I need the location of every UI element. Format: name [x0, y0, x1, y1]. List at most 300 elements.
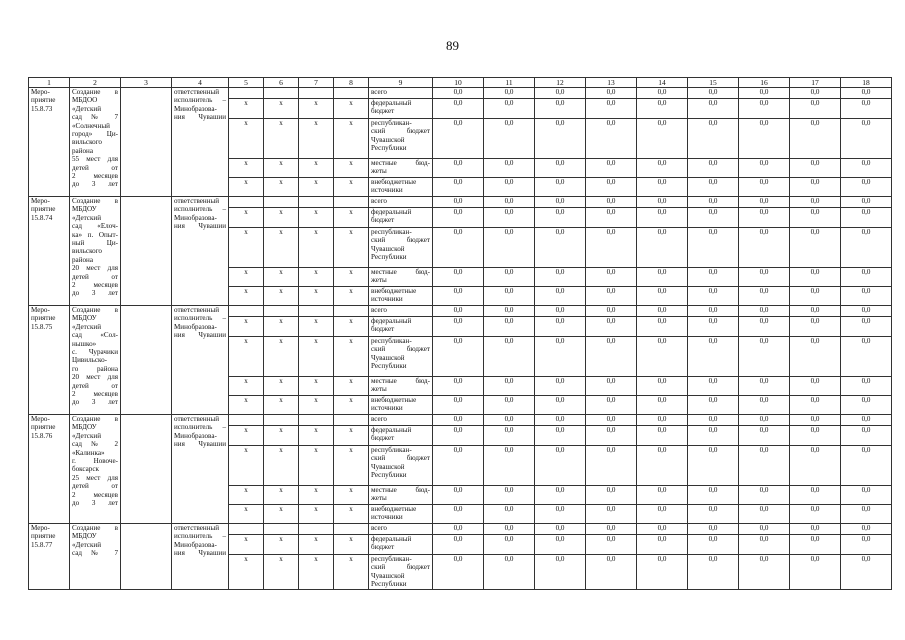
value-cell: 0,0: [790, 99, 841, 119]
column-number-cell: 11: [484, 78, 535, 88]
value-cell: 0,0: [739, 377, 790, 396]
column-number-cell: 17: [790, 78, 841, 88]
column-number-cell: 9: [369, 78, 433, 88]
funding-source-cell: [369, 337, 433, 377]
measure-name-line: 20 мест для: [72, 264, 118, 273]
funding-source-line: федеральный: [371, 317, 412, 325]
value-cell: 0,0: [637, 88, 688, 99]
measure-name-line: Создание в: [72, 306, 118, 314]
value-cell: 0,0: [586, 377, 637, 396]
responsible-line: ния Чувашии: [174, 113, 226, 122]
measure-name-line: МБДОУ: [72, 205, 97, 214]
funding-source-cell: [369, 415, 433, 426]
value-cell: 0,0: [433, 505, 484, 524]
funding-source-cell: [369, 535, 433, 555]
value-cell: 0,0: [637, 306, 688, 317]
x-mark-cell: x: [264, 119, 299, 159]
x-mark-cell: [229, 306, 264, 317]
measure-label-cell: [29, 88, 70, 197]
empty-column-cell: [121, 524, 172, 590]
value-cell: 0,0: [433, 228, 484, 268]
x-mark-cell: x: [229, 159, 264, 178]
value-cell: 0,0: [790, 505, 841, 524]
value-cell: 0,0: [688, 159, 739, 178]
value-cell: 0,0: [841, 197, 892, 208]
funding-source-line: Республики: [371, 253, 407, 262]
value-cell: 0,0: [586, 178, 637, 197]
x-mark-cell: x: [299, 268, 334, 287]
x-mark-cell: x: [299, 337, 334, 377]
x-mark-cell: [334, 306, 369, 317]
value-cell: 0,0: [637, 317, 688, 337]
funding-source-cell: [369, 287, 433, 306]
measure-label-line: 15.8.76: [31, 431, 53, 440]
value-cell: 0,0: [433, 99, 484, 119]
measure-label-line: Меро-: [31, 415, 50, 423]
x-mark-cell: x: [264, 426, 299, 446]
measure-name-line: до 3 лет: [72, 499, 118, 508]
measure-name-line: «Детский: [72, 104, 101, 113]
value-cell: 0,0: [484, 208, 535, 228]
funding-source-line: ский бюджет: [371, 236, 430, 245]
value-cell: 0,0: [484, 337, 535, 377]
value-cell: 0,0: [586, 486, 637, 505]
responsible-line: исполнитель –: [174, 96, 226, 105]
responsible-line: исполнитель –: [174, 205, 226, 214]
funding-source-cell: [369, 426, 433, 446]
value-cell: 0,0: [535, 159, 586, 178]
value-cell: 0,0: [484, 119, 535, 159]
table-row: [29, 415, 892, 426]
funding-source-cell: [369, 306, 433, 317]
value-cell: 0,0: [535, 228, 586, 268]
column-number-cell: 13: [586, 78, 637, 88]
funding-source-line: внебюджетные: [371, 505, 417, 513]
value-cell: 0,0: [433, 396, 484, 415]
x-mark-cell: x: [229, 505, 264, 524]
value-cell: 0,0: [637, 337, 688, 377]
measure-name-line: «Детский: [72, 431, 101, 440]
responsible-line: ния Чувашии: [174, 440, 226, 449]
funding-source-line: федеральный: [371, 535, 412, 543]
column-number-cell: 10: [433, 78, 484, 88]
x-mark-cell: [299, 415, 334, 426]
x-mark-cell: [334, 88, 369, 99]
x-mark-cell: x: [229, 396, 264, 415]
x-mark-cell: [229, 415, 264, 426]
value-cell: 0,0: [484, 415, 535, 426]
measure-label-line: 15.8.75: [31, 322, 53, 331]
measure-name-line: детей от: [72, 272, 118, 281]
value-cell: 0,0: [535, 426, 586, 446]
value-cell: 0,0: [841, 377, 892, 396]
value-cell: 0,0: [637, 415, 688, 426]
funding-source-line: Чувашской: [371, 462, 405, 471]
value-cell: 0,0: [637, 535, 688, 555]
empty-column-cell: [121, 197, 172, 306]
value-cell: 0,0: [739, 426, 790, 446]
responsible-cell: [172, 524, 229, 590]
value-cell: 0,0: [688, 524, 739, 535]
value-cell: 0,0: [433, 377, 484, 396]
x-mark-cell: x: [264, 377, 299, 396]
value-cell: 0,0: [535, 555, 586, 590]
funding-source-line: источники: [371, 404, 403, 413]
x-mark-cell: x: [264, 99, 299, 119]
table-row: [29, 524, 892, 535]
x-mark-cell: [299, 524, 334, 535]
x-mark-cell: x: [334, 119, 369, 159]
x-mark-cell: x: [229, 268, 264, 287]
x-mark-cell: x: [264, 337, 299, 377]
value-cell: 0,0: [637, 208, 688, 228]
value-cell: 0,0: [841, 505, 892, 524]
funding-source-line: источники: [371, 513, 403, 522]
x-mark-cell: x: [334, 317, 369, 337]
value-cell: 0,0: [688, 317, 739, 337]
value-cell: 0,0: [586, 208, 637, 228]
x-mark-cell: x: [299, 426, 334, 446]
x-mark-cell: x: [334, 159, 369, 178]
value-cell: 0,0: [688, 119, 739, 159]
measure-name-line: го района: [72, 364, 118, 373]
column-number-cell: 14: [637, 78, 688, 88]
responsible-line: Минобразова-: [174, 540, 217, 549]
value-cell: 0,0: [739, 268, 790, 287]
x-mark-cell: x: [264, 208, 299, 228]
x-mark-cell: x: [299, 208, 334, 228]
measure-label-cell: [29, 415, 70, 524]
x-mark-cell: x: [334, 505, 369, 524]
value-cell: 0,0: [535, 505, 586, 524]
x-mark-cell: [229, 88, 264, 99]
responsible-line: Минобразова-: [174, 322, 217, 331]
value-cell: 0,0: [535, 268, 586, 287]
value-cell: 0,0: [790, 119, 841, 159]
value-cell: 0,0: [739, 555, 790, 590]
funding-source-line: ский бюджет: [371, 563, 430, 572]
measure-name-line: 2 месяцев: [72, 490, 118, 499]
value-cell: 0,0: [841, 535, 892, 555]
funding-source-line: бюджет: [371, 216, 395, 225]
funding-source-cell: [369, 524, 433, 535]
column-number-cell: 6: [264, 78, 299, 88]
measure-label-line: приятие: [31, 532, 56, 541]
funding-source-line: республикан-: [371, 555, 412, 563]
funding-source-line: жеты: [371, 385, 387, 394]
measure-name-line: Создание в: [72, 524, 118, 532]
responsible-cell: [172, 415, 229, 524]
measure-name-line: 2 месяцев: [72, 390, 118, 399]
value-cell: 0,0: [586, 396, 637, 415]
measure-name-line: 25 мест для: [72, 473, 118, 482]
measure-name-line: 20 мест для: [72, 373, 118, 382]
measure-name-line: до 3 лет: [72, 180, 118, 189]
funding-source-cell: [369, 317, 433, 337]
measure-label-cell: [29, 197, 70, 306]
funding-source-line: источники: [371, 295, 403, 304]
measure-label-line: Меро-: [31, 306, 50, 314]
funding-source-cell: [369, 377, 433, 396]
x-mark-cell: x: [264, 178, 299, 197]
measure-label-line: приятие: [31, 96, 56, 105]
x-mark-cell: x: [229, 119, 264, 159]
column-number-cell: 8: [334, 78, 369, 88]
x-mark-cell: x: [229, 208, 264, 228]
value-cell: 0,0: [535, 287, 586, 306]
measure-name-line: сад «Сол-: [72, 331, 118, 340]
value-cell: 0,0: [484, 317, 535, 337]
responsible-line: ния Чувашии: [174, 331, 226, 340]
measure-name-line: «Детский: [72, 322, 101, 331]
funding-source-line: Республики: [371, 144, 407, 153]
measure-name-line: сад № 7: [72, 113, 118, 122]
responsible-line: Минобразова-: [174, 104, 217, 113]
value-cell: 0,0: [739, 317, 790, 337]
funding-source-line: местные бюд-: [371, 486, 430, 494]
measure-label-line: 15.8.74: [31, 213, 53, 222]
value-cell: 0,0: [841, 317, 892, 337]
value-cell: 0,0: [790, 377, 841, 396]
funding-source-line: всего: [371, 415, 387, 423]
funding-source-line: всего: [371, 88, 387, 96]
value-cell: 0,0: [484, 486, 535, 505]
value-cell: 0,0: [790, 535, 841, 555]
value-cell: 0,0: [535, 88, 586, 99]
value-cell: 0,0: [637, 396, 688, 415]
x-mark-cell: x: [229, 535, 264, 555]
value-cell: 0,0: [739, 159, 790, 178]
responsible-line: ответственный: [174, 306, 220, 314]
x-mark-cell: x: [334, 555, 369, 590]
x-mark-cell: [334, 524, 369, 535]
value-cell: 0,0: [433, 119, 484, 159]
measure-name-line: детей от: [72, 163, 118, 172]
value-cell: 0,0: [637, 119, 688, 159]
x-mark-cell: x: [299, 159, 334, 178]
responsible-line: ния Чувашии: [174, 222, 226, 231]
x-mark-cell: x: [229, 426, 264, 446]
column-number-cell: 4: [172, 78, 229, 88]
column-number-cell: 3: [121, 78, 172, 88]
value-cell: 0,0: [433, 287, 484, 306]
value-cell: 0,0: [790, 88, 841, 99]
measure-name-line: с. Чурачики: [72, 348, 118, 357]
funding-source-line: местные бюд-: [371, 268, 430, 276]
value-cell: 0,0: [586, 119, 637, 159]
value-cell: 0,0: [586, 317, 637, 337]
x-mark-cell: [264, 197, 299, 208]
x-mark-cell: [264, 524, 299, 535]
value-cell: 0,0: [484, 197, 535, 208]
measure-name-line: МБДОУ: [72, 532, 97, 541]
table-row: [29, 306, 892, 317]
x-mark-cell: [334, 415, 369, 426]
budget-table-container: [28, 77, 874, 590]
measure-label-line: 15.8.77: [31, 540, 53, 549]
funding-source-line: федеральный: [371, 99, 412, 107]
responsible-cell: [172, 197, 229, 306]
responsible-cell: [172, 306, 229, 415]
value-cell: 0,0: [739, 524, 790, 535]
measure-name-line: город» Ци-: [72, 130, 118, 139]
x-mark-cell: x: [299, 555, 334, 590]
value-cell: 0,0: [586, 415, 637, 426]
value-cell: 0,0: [790, 268, 841, 287]
value-cell: 0,0: [688, 228, 739, 268]
value-cell: 0,0: [688, 197, 739, 208]
x-mark-cell: x: [334, 99, 369, 119]
value-cell: 0,0: [586, 337, 637, 377]
value-cell: 0,0: [484, 178, 535, 197]
funding-source-line: бюджет: [371, 107, 395, 116]
funding-source-line: всего: [371, 306, 387, 314]
x-mark-cell: x: [299, 119, 334, 159]
funding-source-line: жеты: [371, 494, 387, 503]
value-cell: 0,0: [637, 446, 688, 486]
measure-label-line: Меро-: [31, 88, 50, 96]
responsible-line: исполнитель –: [174, 532, 226, 541]
value-cell: 0,0: [739, 99, 790, 119]
measure-name-line: 2 месяцев: [72, 172, 118, 181]
value-cell: 0,0: [535, 535, 586, 555]
x-mark-cell: x: [334, 377, 369, 396]
x-mark-cell: x: [229, 486, 264, 505]
x-mark-cell: [334, 197, 369, 208]
value-cell: 0,0: [433, 317, 484, 337]
value-cell: 0,0: [841, 99, 892, 119]
x-mark-cell: x: [229, 99, 264, 119]
funding-source-line: внебюджетные: [371, 396, 417, 404]
value-cell: 0,0: [535, 317, 586, 337]
value-cell: 0,0: [790, 159, 841, 178]
value-cell: 0,0: [637, 524, 688, 535]
value-cell: 0,0: [433, 486, 484, 505]
value-cell: 0,0: [433, 446, 484, 486]
value-cell: 0,0: [637, 377, 688, 396]
funding-source-line: Республики: [371, 362, 407, 371]
column-number-cell: 2: [70, 78, 121, 88]
measure-name-line: вильского: [72, 138, 102, 147]
x-mark-cell: x: [299, 178, 334, 197]
x-mark-cell: x: [299, 287, 334, 306]
value-cell: 0,0: [739, 535, 790, 555]
measure-label-cell: [29, 306, 70, 415]
value-cell: 0,0: [433, 88, 484, 99]
value-cell: 0,0: [637, 287, 688, 306]
value-cell: 0,0: [484, 524, 535, 535]
value-cell: 0,0: [739, 178, 790, 197]
value-cell: 0,0: [739, 446, 790, 486]
empty-column-cell: [121, 88, 172, 197]
value-cell: 0,0: [790, 426, 841, 446]
funding-source-line: Республики: [371, 580, 407, 589]
value-cell: 0,0: [688, 377, 739, 396]
measure-name-line: детей от: [72, 381, 118, 390]
value-cell: 0,0: [688, 555, 739, 590]
x-mark-cell: [264, 415, 299, 426]
funding-source-cell: [369, 99, 433, 119]
value-cell: 0,0: [586, 99, 637, 119]
value-cell: 0,0: [841, 306, 892, 317]
value-cell: 0,0: [535, 377, 586, 396]
measure-name-line: сад № 2: [72, 440, 118, 449]
x-mark-cell: x: [334, 178, 369, 197]
x-mark-cell: x: [264, 268, 299, 287]
funding-source-line: бюджет: [371, 325, 395, 334]
value-cell: 0,0: [535, 396, 586, 415]
column-number-cell: 16: [739, 78, 790, 88]
table-row: [29, 88, 892, 99]
value-cell: 0,0: [841, 337, 892, 377]
value-cell: 0,0: [841, 524, 892, 535]
value-cell: 0,0: [688, 426, 739, 446]
x-mark-cell: [299, 197, 334, 208]
value-cell: 0,0: [841, 486, 892, 505]
funding-source-cell: [369, 486, 433, 505]
x-mark-cell: x: [264, 535, 299, 555]
x-mark-cell: x: [334, 287, 369, 306]
funding-source-line: жеты: [371, 276, 387, 285]
measure-name-line: «Солнечный: [72, 121, 110, 130]
funding-source-line: Республики: [371, 471, 407, 480]
value-cell: 0,0: [739, 396, 790, 415]
value-cell: 0,0: [637, 505, 688, 524]
value-cell: 0,0: [739, 88, 790, 99]
funding-source-line: всего: [371, 197, 387, 205]
x-mark-cell: x: [334, 396, 369, 415]
page-number: 89: [446, 38, 459, 53]
funding-source-line: республикан-: [371, 119, 412, 127]
value-cell: 0,0: [688, 268, 739, 287]
value-cell: 0,0: [586, 535, 637, 555]
value-cell: 0,0: [688, 505, 739, 524]
value-cell: 0,0: [688, 88, 739, 99]
x-mark-cell: x: [334, 228, 369, 268]
value-cell: 0,0: [433, 197, 484, 208]
value-cell: 0,0: [433, 415, 484, 426]
value-cell: 0,0: [433, 337, 484, 377]
measure-name-line: сад № 7: [72, 549, 118, 558]
value-cell: 0,0: [790, 486, 841, 505]
value-cell: 0,0: [841, 88, 892, 99]
x-mark-cell: x: [264, 317, 299, 337]
x-mark-cell: x: [299, 505, 334, 524]
value-cell: 0,0: [586, 159, 637, 178]
funding-source-line: бюджет: [371, 543, 395, 552]
x-mark-cell: x: [229, 228, 264, 268]
value-cell: 0,0: [739, 197, 790, 208]
x-mark-cell: x: [299, 396, 334, 415]
value-cell: 0,0: [841, 268, 892, 287]
x-mark-cell: x: [264, 486, 299, 505]
value-cell: 0,0: [586, 287, 637, 306]
value-cell: 0,0: [433, 178, 484, 197]
column-number-cell: 1: [29, 78, 70, 88]
measure-name-line: района: [72, 146, 93, 155]
value-cell: 0,0: [688, 396, 739, 415]
value-cell: 0,0: [535, 446, 586, 486]
x-mark-cell: [229, 197, 264, 208]
responsible-line: ответственный: [174, 88, 220, 96]
value-cell: 0,0: [637, 197, 688, 208]
funding-source-cell: [369, 268, 433, 287]
x-mark-cell: x: [229, 446, 264, 486]
header-row: [29, 78, 892, 88]
measure-name-line: МБДОУ: [72, 314, 97, 323]
table-row: [29, 197, 892, 208]
value-cell: 0,0: [484, 377, 535, 396]
